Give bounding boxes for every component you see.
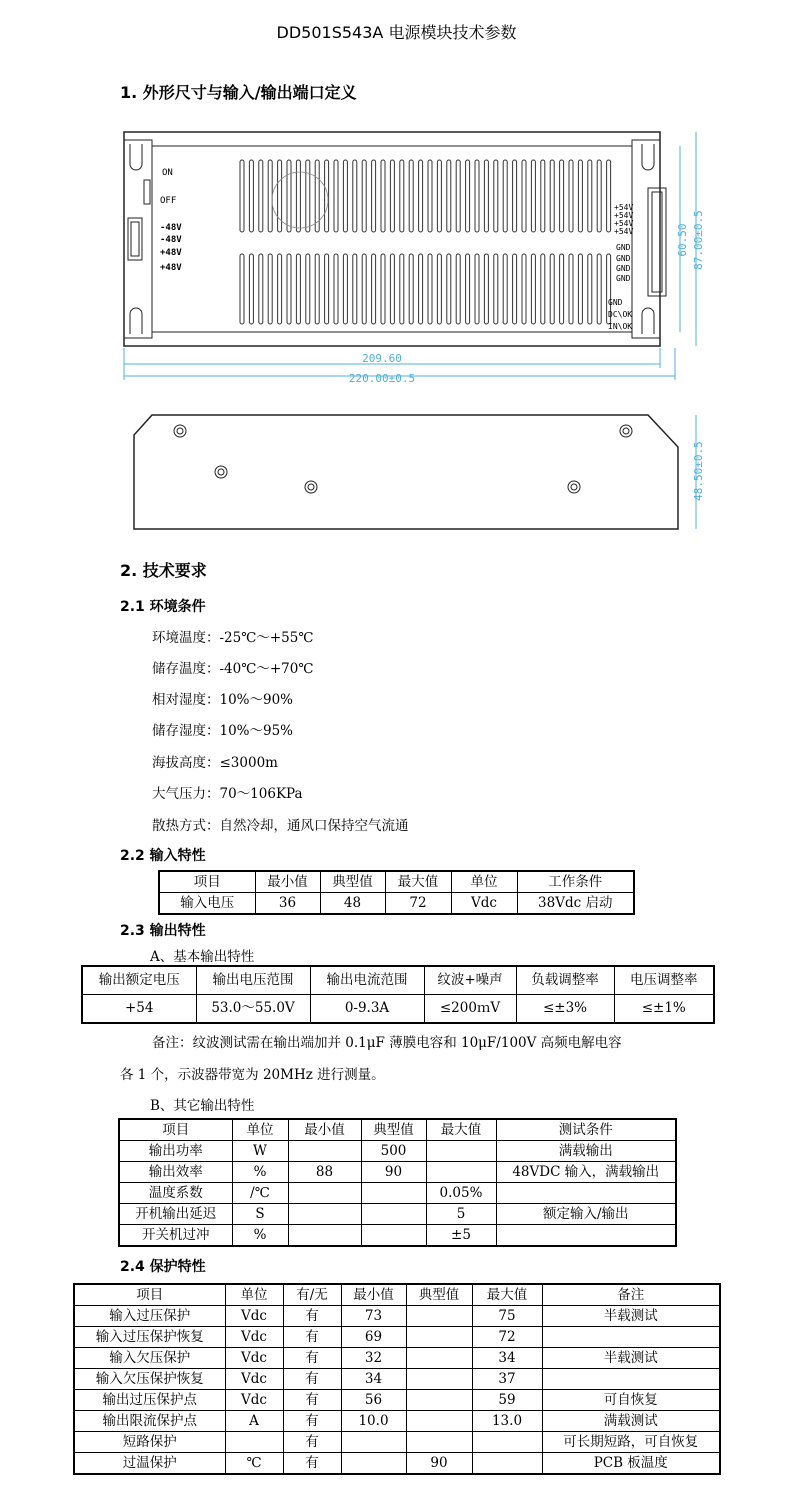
vent-slot xyxy=(334,254,338,324)
table-cell: 有 xyxy=(283,1453,341,1475)
vent-slot xyxy=(588,160,592,232)
vent-slot xyxy=(588,254,592,324)
table-cell: 开关机过冲 xyxy=(119,1225,232,1247)
table-cell: 500 xyxy=(361,1141,426,1162)
table-cell: 53.0～55.0V xyxy=(196,995,310,1024)
vent-slot xyxy=(513,254,517,324)
table-cell: 38Vdc 启动 xyxy=(517,893,634,915)
table-cell: Vdc xyxy=(451,893,517,915)
vent-slot xyxy=(560,160,564,232)
vent-slot xyxy=(249,160,253,232)
dim-height-inner: 60.50 xyxy=(676,223,689,257)
table-cell: ≤±3% xyxy=(516,995,614,1024)
table-row xyxy=(74,1453,720,1475)
header-cell: 最小值 xyxy=(255,871,320,893)
vent-slot xyxy=(597,160,601,232)
vent-slot xyxy=(484,160,488,232)
table-cell: 10.0 xyxy=(341,1411,406,1432)
table-cell: 34 xyxy=(472,1348,542,1369)
table-cell: /℃ xyxy=(232,1183,288,1204)
table-cell: 0-9.3A xyxy=(310,995,424,1024)
vent-slot xyxy=(541,160,545,232)
vent-slot xyxy=(240,254,244,324)
vent-slot xyxy=(296,160,300,232)
vent-slot xyxy=(607,160,611,232)
switch-on-label: ON xyxy=(162,168,173,178)
left-pin-label: +48V xyxy=(160,248,182,258)
signal-pin-label: IN\OK xyxy=(608,322,633,331)
table-cell: 34 xyxy=(341,1369,406,1390)
vent-slot xyxy=(456,160,460,232)
vent-slot xyxy=(249,254,253,324)
table-cell: 有 xyxy=(283,1411,341,1432)
table-cell: 输出限流保护点 xyxy=(74,1411,225,1432)
table-cell xyxy=(288,1141,361,1162)
table-cell: Vdc xyxy=(225,1390,283,1411)
vent-slot xyxy=(578,160,582,232)
table-cell: ≤±1% xyxy=(614,995,714,1024)
table-cell: ±5 xyxy=(426,1225,496,1247)
signal-pin-label: GND xyxy=(608,298,623,307)
table-cell: PCB 板温度 xyxy=(542,1453,720,1475)
vent-slot xyxy=(390,254,394,324)
header-cell: 项目 xyxy=(159,871,255,893)
page-title: DD501S543A 电源模块技术参数 xyxy=(276,23,517,42)
table-row xyxy=(82,995,714,1024)
table-cell: 73 xyxy=(341,1306,406,1327)
table-cell: ≤200ｍV xyxy=(424,995,516,1024)
vent-slot xyxy=(315,254,319,324)
table-header-row xyxy=(159,871,634,893)
vent-slot xyxy=(400,254,404,324)
switch-off-label: OFF xyxy=(160,196,177,206)
vent-slot xyxy=(353,254,357,324)
vent-slot xyxy=(259,160,263,232)
basic-output-table xyxy=(81,965,715,1024)
table-cell xyxy=(406,1306,472,1327)
vent-slot xyxy=(409,160,413,232)
table-row xyxy=(119,1141,676,1162)
vent-slot xyxy=(531,254,535,324)
table-cell: 输入欠压保护 xyxy=(74,1348,225,1369)
vent-slot xyxy=(381,160,385,232)
vent-slot xyxy=(419,254,423,324)
table-cell xyxy=(542,1369,720,1390)
vent-slot xyxy=(362,254,366,324)
table-cell: 满载测试 xyxy=(542,1411,720,1432)
header-cell: 输出电流范围 xyxy=(310,966,424,995)
header-cell: 最大值 xyxy=(426,1119,496,1141)
vent-slot xyxy=(522,254,526,324)
table-cell: 短路保护 xyxy=(74,1432,225,1453)
table-cell: 开机输出延迟 xyxy=(119,1204,232,1225)
vent-slot xyxy=(513,160,517,232)
dim-height-outer: 87.00±0.5 xyxy=(692,210,705,270)
right-pin-label: +54V xyxy=(614,219,634,228)
protection-table xyxy=(73,1283,721,1475)
table-cell xyxy=(341,1432,406,1453)
table-cell: ℃ xyxy=(225,1453,283,1475)
vent-slot xyxy=(362,160,366,232)
table-row xyxy=(74,1411,720,1432)
dim-width-outer: 220.00±0.5 xyxy=(348,372,416,385)
vent-slot xyxy=(306,254,310,324)
vent-slot xyxy=(447,160,451,232)
top-view-drawing xyxy=(100,120,720,390)
table-cell: 72 xyxy=(472,1327,542,1348)
vent-slot xyxy=(287,254,291,324)
env-line: 相对湿度：10%～90% xyxy=(152,692,294,708)
table-cell xyxy=(542,1327,720,1348)
table-cell xyxy=(341,1453,406,1475)
vent-slot xyxy=(560,254,564,324)
header-cell: 典型值 xyxy=(406,1284,472,1306)
table-cell xyxy=(288,1183,361,1204)
input-table xyxy=(158,870,635,915)
table-cell: 75 xyxy=(472,1306,542,1327)
right-pin-label: GND xyxy=(616,254,631,263)
table-cell: Vdc xyxy=(225,1327,283,1348)
table-cell xyxy=(496,1183,676,1204)
other-output-table xyxy=(118,1118,677,1247)
table-cell: Vdc xyxy=(225,1369,283,1390)
vent-slot xyxy=(503,254,507,324)
vent-slot xyxy=(428,160,432,232)
dim-width-inner: 209.60 xyxy=(362,352,402,365)
vent-slot xyxy=(550,254,554,324)
dim-side-height: 48.50±0.5 xyxy=(692,441,705,501)
table-cell xyxy=(406,1432,472,1453)
table-cell: 温度系数 xyxy=(119,1183,232,1204)
table-cell xyxy=(406,1390,472,1411)
vent-slot xyxy=(259,254,263,324)
right-pin-label: +54V xyxy=(614,203,634,212)
header-cell: 输出额定电压 xyxy=(82,966,196,995)
vent-slot xyxy=(578,254,582,324)
right-pin-label: GND xyxy=(616,274,631,283)
table-cell: 90 xyxy=(361,1162,426,1183)
table-cell: 输入欠压保护恢复 xyxy=(74,1369,225,1390)
right-pin-label: GND xyxy=(616,264,631,273)
vent-slot xyxy=(541,254,545,324)
header-cell: 典型值 xyxy=(320,871,385,893)
table-cell: 输出过压保护点 xyxy=(74,1390,225,1411)
env-line: 环境温度：-25℃～+55℃ xyxy=(152,630,314,646)
table-cell: 37 xyxy=(472,1369,542,1390)
table-cell: Vdc xyxy=(225,1348,283,1369)
table-row xyxy=(119,1225,676,1247)
vent-slot xyxy=(343,160,347,232)
table-cell: A xyxy=(225,1411,283,1432)
table-cell: 输出功率 xyxy=(119,1141,232,1162)
header-cell: 项目 xyxy=(119,1119,232,1141)
header-cell: 单位 xyxy=(232,1119,288,1141)
side-view-drawing xyxy=(100,405,720,540)
vent-slot xyxy=(475,254,479,324)
table-row xyxy=(74,1348,720,1369)
vent-slot xyxy=(522,160,526,232)
table-cell: 59 xyxy=(472,1390,542,1411)
vent-slot xyxy=(437,160,441,232)
table-cell: 有 xyxy=(283,1306,341,1327)
env-line: 大气压力：70～106KPa xyxy=(152,786,303,802)
header-cell: 最大值 xyxy=(385,871,451,893)
vent-slot xyxy=(550,160,554,232)
table-row xyxy=(74,1306,720,1327)
header-cell: 最小值 xyxy=(288,1119,361,1141)
table-cell xyxy=(472,1432,542,1453)
vent-slot xyxy=(494,160,498,232)
vent-slot xyxy=(353,160,357,232)
table-cell: Vdc xyxy=(225,1306,283,1327)
vent-slot xyxy=(268,254,272,324)
vent-slot xyxy=(456,254,460,324)
table-cell xyxy=(406,1369,472,1390)
table-cell: 有 xyxy=(283,1432,341,1453)
vent-slot xyxy=(306,160,310,232)
table-row xyxy=(119,1204,676,1225)
left-pin-label: +48V xyxy=(160,263,182,273)
vent-slot xyxy=(569,160,573,232)
subsection-b-label: B、其它输出特性 xyxy=(150,1098,255,1114)
vent-slot xyxy=(325,254,329,324)
vent-slot xyxy=(381,254,385,324)
table-cell: 半载测试 xyxy=(542,1348,720,1369)
vent-slot xyxy=(343,254,347,324)
vent-slot xyxy=(296,254,300,324)
table-cell: 5 xyxy=(426,1204,496,1225)
table-cell: 输入过压保护恢复 xyxy=(74,1327,225,1348)
header-cell: 电压调整率 xyxy=(614,966,714,995)
table-cell: 有 xyxy=(283,1369,341,1390)
section-2-2-heading: 2.2 输入特性 xyxy=(120,848,206,864)
table-header-row xyxy=(82,966,714,995)
section-2-4-heading: 2.4 保护特性 xyxy=(120,1259,206,1275)
table-row xyxy=(74,1327,720,1348)
table-cell: 69 xyxy=(341,1327,406,1348)
table-cell: +54 xyxy=(82,995,196,1024)
table-cell: 半载测试 xyxy=(542,1306,720,1327)
table-cell: 输入过压保护 xyxy=(74,1306,225,1327)
vent-slot xyxy=(428,254,432,324)
table-cell: 过温保护 xyxy=(74,1453,225,1475)
vent-slot xyxy=(400,160,404,232)
table-cell: 额定输入/输出 xyxy=(496,1204,676,1225)
table-cell xyxy=(472,1453,542,1475)
table-cell: 90 xyxy=(406,1453,472,1475)
table-cell xyxy=(426,1141,496,1162)
table-cell: 满载输出 xyxy=(496,1141,676,1162)
env-line: 储存湿度：10%～95% xyxy=(152,723,294,739)
table-row xyxy=(119,1162,676,1183)
table-cell xyxy=(361,1225,426,1247)
table-row xyxy=(74,1390,720,1411)
table-cell: 56 xyxy=(341,1390,406,1411)
header-cell: 项目 xyxy=(74,1284,225,1306)
vent-slot xyxy=(475,160,479,232)
table-cell: 72 xyxy=(385,893,451,915)
vent-slot xyxy=(494,254,498,324)
vent-slot xyxy=(287,160,291,232)
table-cell: 可自恢复 xyxy=(542,1390,720,1411)
table-cell xyxy=(361,1183,426,1204)
vent-slot xyxy=(390,160,394,232)
section-2-3-heading: 2.3 输出特性 xyxy=(120,923,206,939)
table-cell: 32 xyxy=(341,1348,406,1369)
vent-slot xyxy=(531,160,535,232)
right-pin-label: +54V xyxy=(614,227,634,236)
table-cell: 36 xyxy=(255,893,320,915)
vent-slot xyxy=(278,160,282,232)
vent-slot xyxy=(278,254,282,324)
table-header-row xyxy=(74,1284,720,1306)
table-cell xyxy=(288,1204,361,1225)
vent-slot xyxy=(240,160,244,232)
right-pin-label: +54V xyxy=(614,211,634,220)
table-cell: 48VDC 输入，满载输出 xyxy=(496,1162,676,1183)
table-cell: 有 xyxy=(283,1390,341,1411)
table-row xyxy=(74,1369,720,1390)
table-row xyxy=(159,893,634,915)
table-cell: 有 xyxy=(283,1327,341,1348)
header-cell: 工作条件 xyxy=(517,871,634,893)
table-cell: 可长期短路，可自恢复 xyxy=(542,1432,720,1453)
right-pin-label: GND xyxy=(616,243,631,252)
table-cell: 输出效率 xyxy=(119,1162,232,1183)
table-row xyxy=(119,1183,676,1204)
left-pin-label: -48V xyxy=(160,235,182,245)
table-cell xyxy=(426,1162,496,1183)
vent-slot xyxy=(437,254,441,324)
vent-slot xyxy=(484,254,488,324)
vent-slot xyxy=(466,160,470,232)
table-cell: 输入电压 xyxy=(159,893,255,915)
header-cell: 纹波+噪声 xyxy=(424,966,516,995)
vent-slot xyxy=(372,160,376,232)
env-line: 储存温度：-40℃～+70℃ xyxy=(152,661,314,677)
left-pin-label: -48V xyxy=(160,223,182,233)
vent-slot xyxy=(447,254,451,324)
table-header-row xyxy=(119,1119,676,1141)
vent-slot xyxy=(419,160,423,232)
header-cell: 测试条件 xyxy=(496,1119,676,1141)
header-cell: 负载调整率 xyxy=(516,966,614,995)
header-cell: 单位 xyxy=(225,1284,283,1306)
ripple-note-continued: 各 1 个，示波器带宽为 20MHz 进行测量。 xyxy=(120,1067,385,1083)
header-cell: 典型值 xyxy=(361,1119,426,1141)
table-row xyxy=(74,1432,720,1453)
header-cell: 备注 xyxy=(542,1284,720,1306)
table-cell xyxy=(406,1348,472,1369)
vent-slot xyxy=(334,160,338,232)
vent-slot xyxy=(372,254,376,324)
env-line: 散热方式：自然冷却，通风口保持空气流通 xyxy=(152,818,409,834)
header-cell: 单位 xyxy=(451,871,517,893)
vent-slot xyxy=(569,254,573,324)
table-cell: 48 xyxy=(320,893,385,915)
vent-slot xyxy=(597,254,601,324)
table-cell xyxy=(496,1225,676,1247)
table-cell: % xyxy=(232,1162,288,1183)
table-cell xyxy=(406,1411,472,1432)
header-cell: 输出电压范围 xyxy=(196,966,310,995)
table-cell: W xyxy=(232,1141,288,1162)
table-cell: 有 xyxy=(283,1348,341,1369)
signal-pin-label: DC\OK xyxy=(608,310,633,319)
table-cell xyxy=(406,1327,472,1348)
table-cell xyxy=(361,1204,426,1225)
section-1-heading: 1. 外形尺寸与输入/输出端口定义 xyxy=(120,83,357,102)
table-cell xyxy=(288,1225,361,1247)
table-cell: % xyxy=(232,1225,288,1247)
vent-slot xyxy=(409,254,413,324)
table-cell: 0.05% xyxy=(426,1183,496,1204)
table-cell: 88 xyxy=(288,1162,361,1183)
table-cell: S xyxy=(232,1204,288,1225)
subsection-a-label: A、基本输出特性 xyxy=(150,949,255,965)
table-cell xyxy=(225,1432,283,1453)
section-2-heading: 2. 技术要求 xyxy=(120,561,207,580)
vent-slot xyxy=(466,254,470,324)
header-cell: 最小值 xyxy=(341,1284,406,1306)
header-cell: 有/无 xyxy=(283,1284,341,1306)
table-cell: 13.0 xyxy=(472,1411,542,1432)
vent-slot xyxy=(268,160,272,232)
vent-slot xyxy=(503,160,507,232)
env-line: 海拔高度：≤3000m xyxy=(152,755,278,771)
section-2-1-heading: 2.1 环境条件 xyxy=(120,599,206,615)
ripple-note: 备注：纹波测试需在输出端加并 0.1μF 薄膜电容和 10μF/100V 高频电解电容 xyxy=(152,1035,622,1051)
header-cell: 最大值 xyxy=(472,1284,542,1306)
